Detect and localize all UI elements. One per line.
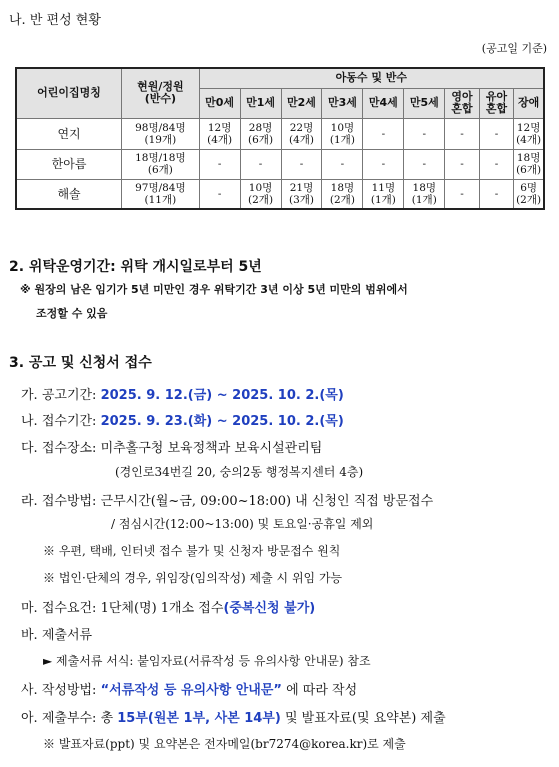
capacity-cell: 18명/18명 (6개): [122, 149, 200, 179]
daycare-name-cell: 연지: [16, 118, 122, 149]
item-sa-value: “서류작성 등 유의사항 안내문”: [100, 683, 282, 698]
age-header: 만4세: [363, 88, 404, 118]
item-ga-label: 가. 공고기간:: [21, 388, 101, 403]
item-ma-value: (중복신청 불가): [223, 601, 316, 616]
item-ba: 바. 제출서류: [21, 628, 93, 643]
item-na-label: 나. 접수기간:: [21, 414, 101, 429]
age-header: 만0세: [199, 88, 240, 118]
age-header: 영아 혼합: [445, 88, 479, 118]
children-count-cell: -: [479, 179, 513, 209]
basis-date-note: (공고일 기준): [481, 42, 547, 55]
children-count-cell: 28명 (6개): [240, 118, 281, 149]
header-capacity: [122, 68, 200, 118]
children-count-cell: -: [363, 149, 404, 179]
section3-title: 3. 공고 및 신청서 접수: [9, 355, 152, 371]
table-row: [16, 118, 544, 149]
age-header: 만5세: [404, 88, 445, 118]
children-count-cell: 18명 (6개): [514, 149, 544, 179]
table-row: [16, 179, 544, 209]
age-header: 만1세: [240, 88, 281, 118]
item-sa-tail: 에 따라 작성: [281, 683, 358, 698]
children-count-cell: 18명 (2개): [322, 179, 363, 209]
children-count-cell: 10명 (1개): [322, 118, 363, 149]
children-count-cell: 12명 (4개): [514, 118, 544, 149]
header-capacity-text: 현원/정원 (반수): [137, 80, 184, 106]
item-ma-label: 마. 접수요건: 1단체(명) 1개소 접수: [21, 601, 224, 616]
table-body: [16, 118, 544, 209]
children-count-cell: 22명 (4개): [281, 118, 322, 149]
children-count-cell: 10명 (2개): [240, 179, 281, 209]
children-count-cell: -: [199, 149, 240, 179]
daycare-name-cell: 해솔: [16, 179, 122, 209]
children-count-cell: -: [404, 118, 445, 149]
item-na: [21, 410, 344, 429]
section2-title: 2. 위탁운영기간: 위탁 개시일로부터 5년: [9, 259, 262, 275]
item-sa-label: 사. 작성방법:: [21, 683, 101, 698]
children-count-cell: -: [363, 118, 404, 149]
children-count-cell: -: [240, 149, 281, 179]
header-group: 아동수 및 반수: [199, 68, 544, 88]
header-name: 어린이집명칭: [16, 68, 122, 118]
item-ma: [21, 597, 315, 616]
age-header: 만3세: [322, 88, 363, 118]
item-ga: [21, 384, 344, 403]
item-ga-period: 2025. 9. 12.(금) ~ 2025. 10. 2.(목): [100, 388, 344, 403]
item-ba-document: ► 제출서류 서식: 붙임자료(서류작성 등 유의사항 안내문) 참조: [43, 654, 371, 668]
capacity-cell: 98명/84명 (19개): [122, 118, 200, 149]
children-count-cell: -: [445, 149, 479, 179]
children-count-cell: -: [445, 118, 479, 149]
section2-note-line2: 조정할 수 있음: [36, 307, 108, 320]
item-da-line2: (경인로34번길 20, 숭의2동 행정복지센터 4층): [115, 465, 364, 479]
age-header: 만2세: [281, 88, 322, 118]
table-row: [16, 149, 544, 179]
children-count-cell: 6명 (2개): [514, 179, 544, 209]
item-ra-note2: ※ 법인·단체의 경우, 위임장(임의작성) 제출 시 위임 가능: [43, 571, 343, 585]
children-count-cell: -: [445, 179, 479, 209]
children-count-cell: -: [199, 179, 240, 209]
children-count-cell: -: [404, 149, 445, 179]
item-a-label: 아. 제출부수: 총: [21, 711, 118, 726]
item-ra-note1: ※ 우편, 택배, 인터넷 접수 불가 및 신청자 방문접수 원칙: [43, 544, 341, 558]
section2-note-line1: ※ 원장의 남은 임기가 5년 미만인 경우 위탁기간 3년 이상 5년 미만의 범위에서: [20, 283, 408, 296]
item-a-tail: 및 발표자료(및 요약본) 제출: [280, 711, 446, 726]
item-a: [21, 707, 446, 726]
children-count-cell: -: [479, 149, 513, 179]
daycare-name-cell: 한아름: [16, 149, 122, 179]
children-count-cell: -: [479, 118, 513, 149]
capacity-cell: 97명/84명 (11개): [122, 179, 200, 209]
item-ra-line2: / 점심시간(12:00~13:00) 및 토요일·공휴일 제외: [111, 517, 374, 531]
children-count-cell: 11명 (1개): [363, 179, 404, 209]
section-title: 나. 반 편성 현황: [9, 13, 101, 28]
age-header: 유아 혼합: [479, 88, 513, 118]
item-sa: [21, 679, 357, 698]
item-a-value: 15부(원본 1부, 사본 14부): [117, 711, 281, 726]
item-ra-line1: 라. 접수방법: 근무시간(월~금, 09:00~18:00) 내 신청인 직접 방문접수: [21, 494, 434, 509]
item-na-period: 2025. 9. 23.(화) ~ 2025. 10. 2.(목): [100, 414, 344, 429]
children-count-cell: 12명 (4개): [199, 118, 240, 149]
item-a-note: ※ 발표자료(ppt) 및 요약본은 전자메일(br7274@korea.kr)로 제출: [43, 737, 406, 751]
item-da-line1: 다. 접수장소: 미추홀구청 보육정책과 보육시설관리팀: [21, 441, 323, 456]
children-count-cell: 18명 (1개): [404, 179, 445, 209]
children-count-cell: -: [281, 149, 322, 179]
age-header: 장애: [514, 88, 544, 118]
class-status-table: [15, 67, 545, 210]
children-count-cell: -: [322, 149, 363, 179]
children-count-cell: 21명 (3개): [281, 179, 322, 209]
